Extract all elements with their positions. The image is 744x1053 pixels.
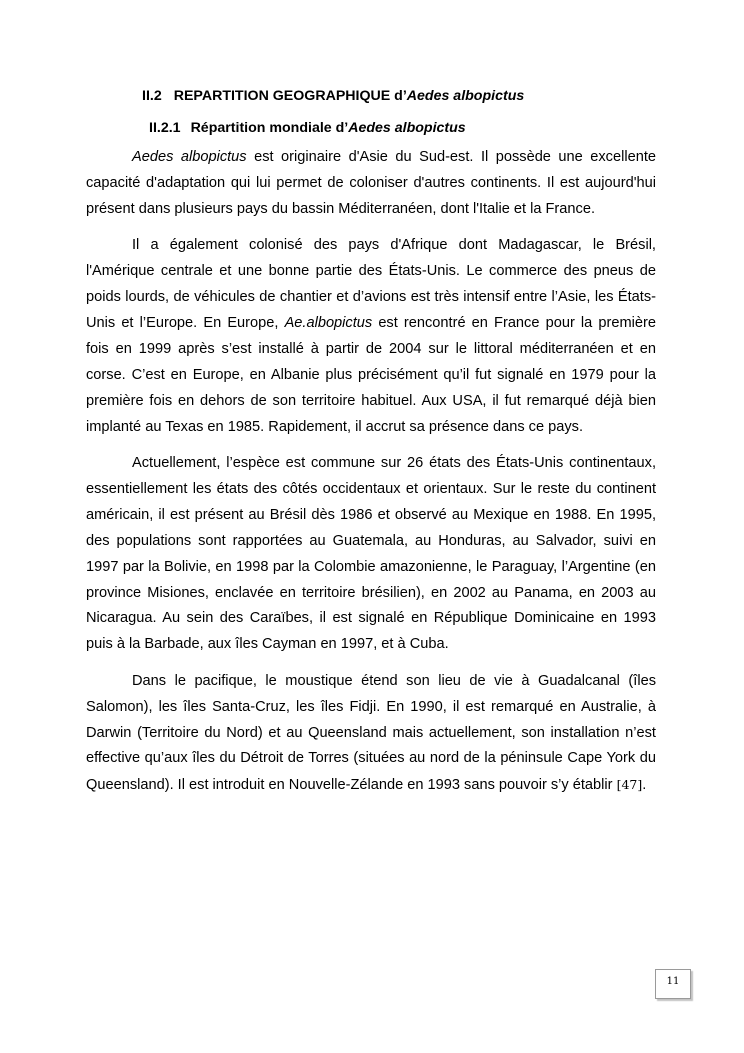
paragraph-4-end: . [642,777,647,794]
paragraph-1 [86,145,656,223]
subsection-title: Répartition mondiale d’ [190,120,349,136]
body-text [86,145,656,810]
paragraph-3-text: Actuellement, l’espèce est commune sur 26 états des États-Unis continentaux, essentiellement les états des côtés occidentaux et orientaux. Sur le reste du continent américain, il est présent au Brésil dès 1986 et observé au Mexique en 1988. En 1995, des populations sont rapportées au Guatemala, au Honduras, au Salvador, suivi en 1997 par la Bolivie, en 1998 par la Colombie amazonienne, le Paraguay, l’Argentine (en province Misiones, enclavée en territoire brésilien), en 2002 au Panama, en 2003 au Nicaragua. Au sein des Caraïbes, il est signalé en République Dominicaine en 1993 puis à la Barbade, aux îles Cayman en 1997, et à Cuba. [86,454,656,653]
page-number-box [655,969,691,999]
page-number: 11 [666,976,680,987]
paragraph-1-species: Aedes albopictus [132,149,247,165]
paragraph-3 [86,451,656,658]
section-number: II.2 [142,88,162,104]
subsection-number: II.2.1 [149,120,181,136]
paragraph-2-text-b: est rencontré en France pour la première fois en 1999 après s’est installé à partir de 2004 sur le littoral méditerranéen et en corse. C’est en Europe, en Albanie plus précisément qu’il fut signalé en 1979 pour la première fois en dehors de son territoire habituel. Aux USA, il fut remarqué déjà bien implanté au Texas en 1985. Rapidement, il accrut sa présence dans ce pays. [86,314,656,435]
paragraph-2-text-a: Il a également colonisé des pays d'Afrique dont Madagascar, le Brésil, l'Amérique centrale et une bonne partie des États-Unis. Le commerce des pneus de poids lourds, de véhicules de chantier et d’avions est très intensif entre l’Asie, les États-Unis et l’Europe. En Europe, [86,237,656,331]
section-heading [142,88,524,104]
section-title: REPARTITION GEOGRAPHIQUE d’ [173,88,407,104]
paragraph-1-text: est originaire d'Asie du Sud-est. Il possède une excellente capacité d'adaptation qui lui permet de coloniser d'autres continents. Il est aujourd'hui présent dans plusieurs pays du bassin Méditerranéen, dont l'Italie et la France. [86,149,656,217]
section-species: Aedes albopictus [406,88,525,104]
paragraph-2-species: Ae.albopictus [284,314,373,331]
subsection-heading [149,120,466,136]
citation-reference[interactable]: [47] [616,777,643,793]
subsection-species: Aedes albopictus [348,120,466,136]
paragraph-4 [86,669,656,800]
paragraph-2 [86,233,656,440]
paragraph-4-text: Dans le pacifique, le moustique étend son lieu de vie à Guadalcanal (îles Salomon), les îles Santa-Cruz, les îles Fidji. En 1990, il est remarqué en Australie, à Darwin (Territoire du Nord) et au Queensland mais actuellement, son installation n’est effective qu’aux îles du Détroit de Torres (situées au nord de la péninsule Cape York du Queensland). Il est introduit en Nouvelle-Zélande en 1993 sans pouvoir s’y établir [86,672,656,794]
